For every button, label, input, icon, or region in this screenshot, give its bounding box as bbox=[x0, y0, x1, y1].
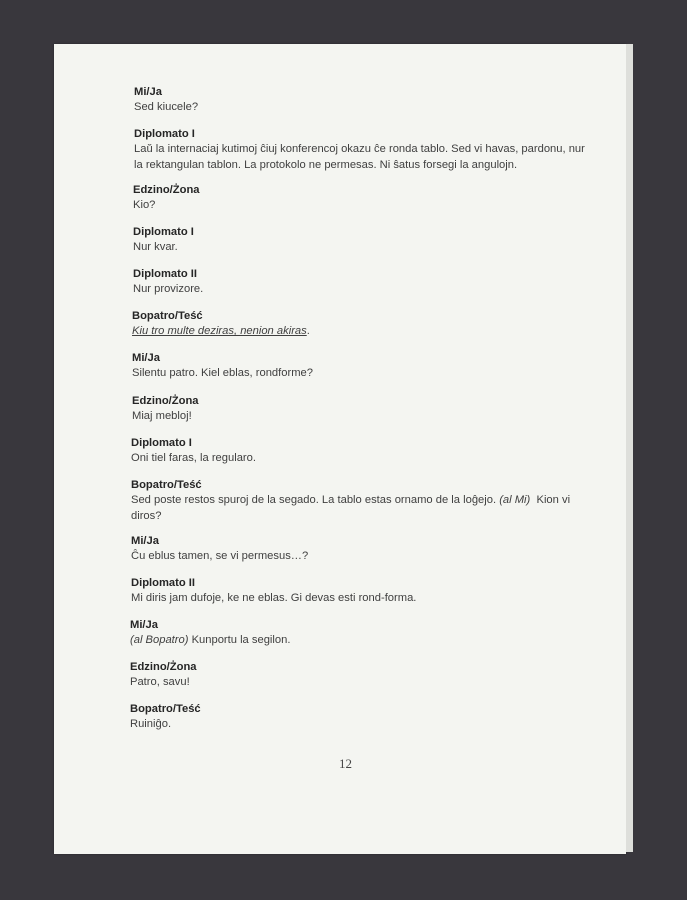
dialogue-entry bbox=[130, 618, 290, 649]
speaker-name: Diplomato I bbox=[134, 128, 195, 140]
stage-direction: (al Mi) bbox=[499, 494, 531, 507]
dialogue-line: Mi diris jam dufoje, ke ne eblas. Gi devas esti rond-forma. bbox=[131, 592, 417, 605]
dialogue-line: Kunportu la segilon. bbox=[191, 634, 291, 647]
speaker-name: Diplomato I bbox=[131, 437, 192, 449]
dialogue-line: Patro, savu! bbox=[130, 676, 190, 689]
speaker-name: Bopatro/Teść bbox=[132, 310, 203, 322]
speaker-name: Edzino/Żona bbox=[133, 184, 200, 196]
dialogue-entry bbox=[131, 576, 416, 607]
dialogue-entry bbox=[132, 351, 313, 382]
dialogue-entry bbox=[133, 267, 203, 298]
speaker-name: Bopatro/Teść bbox=[131, 479, 202, 491]
speaker-name: Mi/Ja bbox=[130, 619, 158, 631]
page-number: 12 bbox=[339, 756, 352, 771]
speaker-name: Diplomato I bbox=[133, 226, 194, 238]
dialogue-line: la rektangulan tablon. La protokolo ne permesas. Ni ŝatus forsegi la angulojn. bbox=[134, 158, 518, 171]
page-edge bbox=[626, 44, 633, 852]
dialogue-line: Silentu patro. Kiel eblas, rondforme? bbox=[132, 367, 313, 380]
dialogue-line: Ruiniĝo. bbox=[130, 718, 172, 731]
dialogue-entry bbox=[131, 478, 570, 524]
dialogue-entry bbox=[133, 225, 194, 256]
dialogue-line: Miaj mebloj! bbox=[132, 410, 192, 423]
dialogue-line: Laŭ la internaciaj kutimoj ĉiuj konferencoj okazu ĉe ronda tablo. Sed vi havas, pardonu, nur bbox=[134, 143, 585, 156]
speaker-name: Edzino/Żona bbox=[132, 395, 199, 407]
speaker-name: Mi/Ja bbox=[131, 535, 159, 547]
dialogue-entry bbox=[131, 534, 308, 565]
dialogue-line: Kion vi bbox=[536, 494, 571, 507]
dialogue-entry bbox=[133, 183, 200, 214]
dialogue-entry bbox=[134, 127, 585, 173]
dialogue-line: diros? bbox=[131, 509, 162, 522]
dialogue-line: Kiu tro multe deziras, nenion akiras bbox=[132, 325, 307, 338]
dialogue-line: Kio? bbox=[133, 199, 156, 212]
speaker-name: Diplomato II bbox=[133, 268, 198, 280]
dialogue-entry bbox=[132, 309, 310, 340]
dialogue-entry bbox=[134, 85, 198, 116]
dialogue-entry bbox=[132, 394, 199, 425]
dialogue-line: Nur provizore. bbox=[133, 283, 204, 296]
dialogue-line: Nur kvar. bbox=[133, 241, 178, 254]
speaker-name: Mi/Ja bbox=[132, 352, 160, 364]
dialogue-line: Sed kiucele? bbox=[134, 101, 199, 114]
dialogue-line: Sed poste restos spuroj de la segado. La tablo estas ornamo de la loĝejo. bbox=[131, 494, 497, 507]
dialogue-entry bbox=[130, 660, 197, 691]
dialogue-entry bbox=[131, 436, 256, 467]
speaker-name: Mi/Ja bbox=[134, 86, 162, 98]
speaker-name: Bopatro/Teść bbox=[130, 703, 201, 715]
speaker-name: Diplomato II bbox=[131, 577, 196, 589]
dialogue-line: . bbox=[306, 325, 310, 338]
dialogue-line: Ĉu eblus tamen, se vi permesus…? bbox=[131, 550, 309, 563]
stage-direction: (al Bopatro) bbox=[130, 634, 189, 647]
dialogue-line: Oni tiel faras, la regularo. bbox=[131, 452, 256, 465]
dialogue-entry bbox=[130, 702, 201, 733]
speaker-name: Edzino/Żona bbox=[130, 661, 197, 673]
